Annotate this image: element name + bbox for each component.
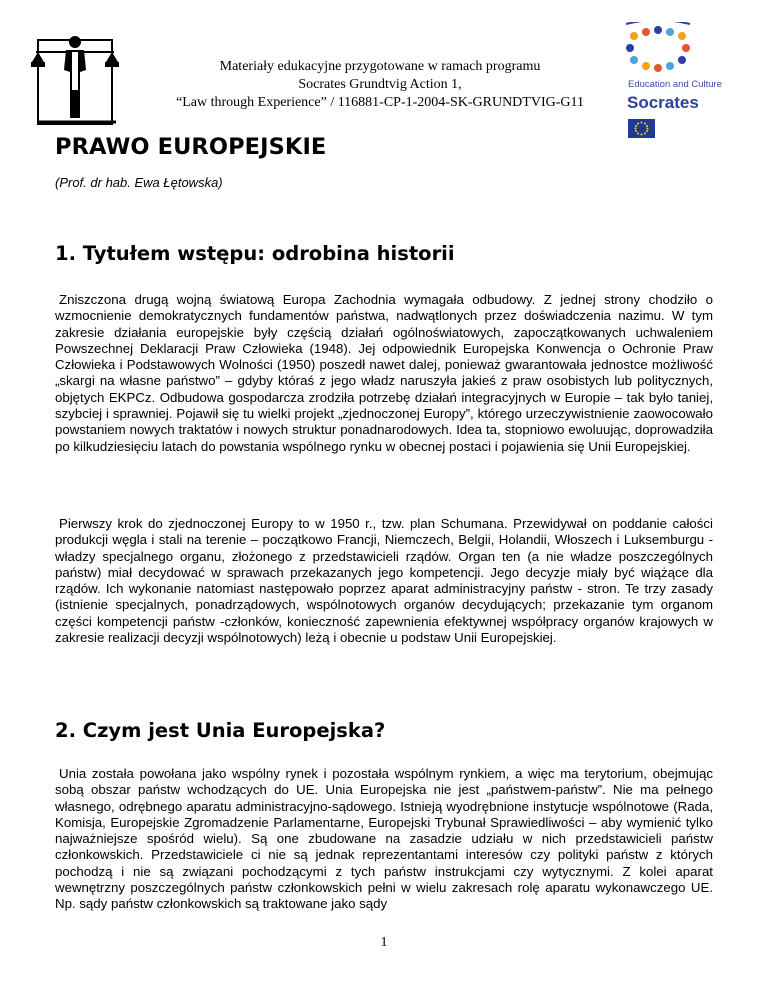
header-line-2: Socrates Grundtvig Action 1, xyxy=(298,77,462,92)
section-1-paragraph-1: Zniszczona drugą wojną światową Europa Zachodnia wymagała odbudowy. Z jednej strony chodziło o wzmocnienie demokratycznych fundamentów państwa, nadwątlonych przez doświadczenia nazimu. W tym zakresie działania europejskie były częścią działań ogólnoświatowych, zapoczątkowanych uchwaleniem Powszechnej Deklaracji Praw Człowieka (1948). Jej odpowiednik Europejska Konwencja o Ochronie Praw Człowieka i Podstawowych Wolności (1950) poszedł nawet dalej, ponieważ gwarantowała jednostce możliwość „skargi na własne państwo” – gdyby któraś z jego władz naruszyła jakieś z praw osobistych lub politycznych, objętych EKPCz. Odbudowa gospodarcza zrodziła potrzebę działań integracyjnych w Europie – tak było taniej, szybciej i sprawniej. Pojawił się tu wielki projekt „zjednoczonej Europy”, którego urzeczywistnienie zaowocowało powstaniem nowych traktatów i nowych struktur ponadnarodowych. Idea ta, stopniowo ewoluując, doprowadziła po kilkudziesięciu latach do powstania wspólnego rynku w obecnej postaci i pojawienia się Unii Europejskiej. xyxy=(55,292,713,454)
section-1-paragraph-2: Pierwszy krok do zjednoczonej Europy to w 1950 r., tzw. plan Schumana. Przewidywał on poddanie całości produkcji węgla i stali na terenie – początkowo Francji, Niemczech, Belgii, Holandii, Włoszech i Luksemburgu - władzy specjalnego organu, złożonego z przedstawicieli rządów. Organ ten (a nie władze poszczególnych państw) miał decydować w sprawach przekazanych jego kompetencji. Jego decyzje miały być wiążące dla rządów. Ich wykonanie natomiast następowało poprzez aparat administracyjny państw - stron. Te trzy zasady (istnienie specjalnych, ponadrządowych, wspólnotowych organów decydujących; przekazanie tym organom części kompetencji państw -członków, konieczność zapewnienia efektywnej współpracy organów krajowych w zakresie realizacji decyzji wspólnotowych) leżą i obecnie u podstaw Unii Europejskiej. xyxy=(55,516,713,646)
justice-figure-icon xyxy=(28,30,138,130)
socrates-label: Socrates xyxy=(627,93,699,112)
section-2-heading: 2. Czym jest Unia Europejska? xyxy=(55,719,386,742)
grundtvig-logo xyxy=(28,30,138,130)
socrates-logo xyxy=(616,22,726,140)
section-1-heading: 1. Tytułem wstępu: odrobina historii xyxy=(55,242,455,265)
document-author: (Prof. dr hab. Ewa Łętowska) xyxy=(55,175,223,190)
section-2-paragraph-1: Unia została powołana jako wspólny rynek i pozostała wspólnym rynkiem, a więc ma terytorium, obejmując sobą obszar państw wchodzących do UE. Unia Europejska nie jest „państwem-państw”. Nie ma pełnego własnego, odrębnego aparatu administracyjno-sądowego. Istnieją wyodrębnione instytucje wspólnotowe (Rada, Komisja, Europejskie Zgromadzenie Parlamentarne, Europejski Trybunał Sprawiedliwości – aby wymienić tylko najważniejsze spośród wielu). Są one zbudowane na zasadzie udziału w nich przedstawicieli państw członkowskich. Przedstawiciele ci nie są jednak reprezentantami interesów czy polityki państw z których pochodzą i nie są związani pochodzącymi z tych państw instrukcjami czy wytycznymi. Z kolei aparat wewnętrzny poszczególnych państw członkowskich pełni w wielu zakresach rolę aparatu wykonawczego UE. Np. sądy państw członkowskich są traktowane jako sądy xyxy=(55,766,713,912)
eu-flag-icon xyxy=(628,119,655,138)
document-title: PRAWO EUROPEJSKIE xyxy=(55,134,327,160)
education-culture-label: Education and Culture xyxy=(628,79,723,90)
page-number: 1 xyxy=(380,935,388,950)
header-line-3: “Law through Experience” / 116881-CP-1-2004-SK-GRUNDTVIG-G11 xyxy=(176,95,584,110)
people-circle-icon xyxy=(616,22,726,78)
document-header xyxy=(150,58,610,112)
header-line-1: Materiały edukacyjne przygotowane w ramach programu xyxy=(219,59,541,74)
